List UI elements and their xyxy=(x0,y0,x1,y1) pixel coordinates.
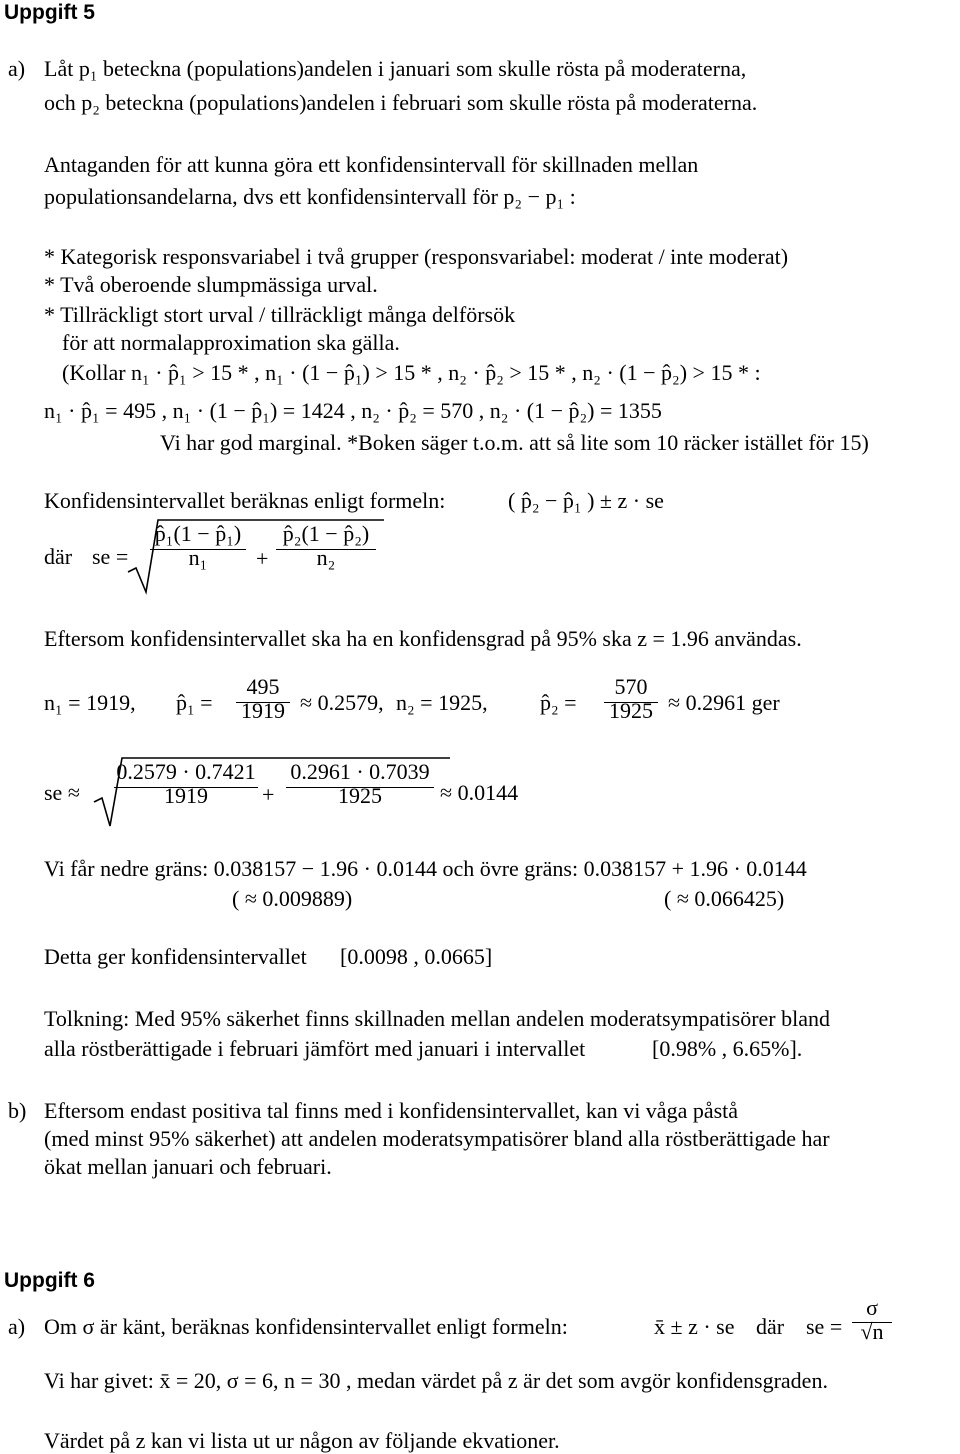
kollar-conditions: (Kollar n₁ · p̂₁ > 15 * , n₁ · (1 − p̂₁) > 15 * , n₂ · p̂₂ > 15 * , n₂ · (1 − p̂₂) > 15 * : xyxy=(62,360,761,385)
ci-formula: ( p̂₂ − p̂₁ ) ± z · se xyxy=(508,488,664,513)
formula-intro: Konfidensintervallet beräknas enligt formeln: xyxy=(44,488,446,513)
se-fraction-bar-1 xyxy=(150,549,246,550)
u6-a-formula: x̄ ± z · se xyxy=(654,1314,735,1339)
u6-a-dar: där xyxy=(756,1314,785,1339)
se-numeric-plus: + xyxy=(262,782,275,807)
detta-interval: [0.0098 , 0.0665] xyxy=(340,944,493,969)
bullet-oberoende: * Två oberoende slumpmässiga urval. xyxy=(44,272,378,297)
p2hat-value: ≈ 0.2961 ger xyxy=(668,690,780,715)
tolkning-line-2: alla röstberättigade i februari jämfört med januari i intervallet xyxy=(44,1036,586,1061)
text-antaganden-2: populationsandelarna, dvs ett konfidensintervall för p₂ − p₁ : xyxy=(44,184,576,209)
se-numeric-fraction-2 xyxy=(284,760,436,808)
p2hat-label: p̂₂ = xyxy=(540,690,577,715)
se-fraction-bar-2 xyxy=(276,549,376,550)
u6-sqrt-n: √n xyxy=(860,1319,884,1344)
bullet-tillrackligt-cont: för att normalapproximation ska gälla. xyxy=(62,330,400,355)
text-a-line-1: Låt p₁ beteckna (populations)andelen i januari som skulle rösta på moderaterna, xyxy=(44,56,747,81)
se-denominator-2: n₂ xyxy=(316,545,336,570)
part-b-label: b) xyxy=(8,1098,27,1123)
se-numeric-den-1: 1919 xyxy=(164,783,208,808)
se-numeric-fraction-1 xyxy=(114,760,258,808)
se-numeric-bar-1 xyxy=(114,787,258,788)
granser-text: Vi får nedre gräns: 0.038157 − 1.96 · 0.0144 och övre gräns: 0.038157 + 1.96 · 0.0144 xyxy=(44,856,807,881)
p1hat-value: ≈ 0.2579, xyxy=(300,690,384,715)
ovre-grans-value: ( ≈ 0.066425) xyxy=(664,886,785,911)
text-antaganden-1: Antaganden för att kunna göra ett konfidensintervall för skillnaden mellan xyxy=(44,152,699,177)
p2-denominator: 1925 xyxy=(609,698,653,723)
text-a-line-2: och p₂ beteckna (populations)andelen i februari som skulle rösta på moderaterna. xyxy=(44,90,758,115)
p1-fraction-bar xyxy=(236,702,290,703)
heading-uppgift-5: Uppgift 5 xyxy=(4,1,95,24)
se-numeric-num-1: 0.2579 · 0.7421 xyxy=(116,759,256,784)
se-numeric-result: ≈ 0.0144 xyxy=(440,780,519,805)
heading-uppgift-6: Uppgift 6 xyxy=(4,1269,95,1292)
u6-se-equals: se = xyxy=(806,1314,843,1339)
bullet-kategorisk: * Kategorisk responsvariabel i två grupper (responsvariabel: moderat / inte moderat) xyxy=(44,244,789,269)
nedre-grans-value: ( ≈ 0.009889) xyxy=(232,886,353,911)
text-b-line-2: (med minst 95% säkerhet) att andelen moderatsympatisörer bland alla röstberättigade har xyxy=(44,1126,830,1151)
bullet-tillrackligt: * Tillräckligt stort urval / tillräckligt många delförsök xyxy=(44,302,516,327)
text-b-line-1: Eftersom endast positiva tal finns med i konfidensintervallet, kan vi våga påstå xyxy=(44,1098,739,1123)
p1-denominator: 1919 xyxy=(241,698,285,723)
part-a-label: a) xyxy=(8,56,26,81)
p2-numerator: 570 xyxy=(614,674,648,699)
se-numerator-2: p̂₂(1 − p̂₂) xyxy=(282,521,370,546)
se-plus: + xyxy=(256,546,269,571)
tolkning-line-1: Tolkning: Med 95% säkerhet finns skillnaden mellan andelen moderatsympatisörer bland xyxy=(44,1006,830,1031)
p1hat-label: p̂₁ = xyxy=(176,690,213,715)
p1-numerator: 495 xyxy=(246,674,280,699)
n2-value: n₂ = 1925, xyxy=(396,690,488,715)
u6-a-text: Om σ är känt, beräknas konfidensintervallet enligt formeln: xyxy=(44,1314,568,1339)
u6-se-fraction xyxy=(850,1296,894,1344)
marginal-note: Vi har god marginal. *Boken säger t.o.m. att så lite som 10 räcker istället för 15) xyxy=(160,430,869,455)
dar-label: där xyxy=(44,544,73,569)
se-numeric-num-2: 0.2961 · 0.7039 xyxy=(290,759,430,784)
detta-text: Detta ger konfidensintervallet xyxy=(44,944,307,969)
se-approx-label: se ≈ xyxy=(44,780,80,805)
n1-value: n₁ = 1919, xyxy=(44,690,136,715)
p2-fraction-bar xyxy=(604,702,658,703)
kollar-values: n₁ · p̂₁ = 495 , n₁ · (1 − p̂₁) = 1424 , n₂ · p̂₂ = 570 , n₂ · (1 − p̂₂) = 1355 xyxy=(44,398,662,423)
u6-se-fraction-bar xyxy=(852,1322,892,1323)
se-numeric-den-2: 1925 xyxy=(338,783,382,808)
p1hat-fraction xyxy=(236,675,290,723)
u6-vardet: Värdet på z kan vi lista ut ur någon av följande ekvationer. xyxy=(44,1428,560,1453)
u6-sigma: σ xyxy=(866,1295,878,1320)
se-fraction-1 xyxy=(148,522,248,570)
se-denominator-1: n₁ xyxy=(188,545,208,570)
se-numeric-bar-2 xyxy=(286,787,434,788)
tolkning-interval: [0.98% , 6.65%]. xyxy=(652,1036,803,1061)
u6-givet: Vi har givet: x̄ = 20, σ = 6, n = 30 , medan värdet på z är det som avgör konfidensgraden. xyxy=(44,1368,828,1393)
se-fraction-2 xyxy=(274,522,378,570)
se-equals: se = xyxy=(92,544,129,569)
p2hat-fraction xyxy=(604,675,658,723)
se-numerator-1: p̂₁(1 − p̂₁) xyxy=(154,521,242,546)
u6-part-a-label: a) xyxy=(8,1314,26,1339)
text-b-line-3: ökat mellan januari och februari. xyxy=(44,1154,332,1179)
eftersom-z-text: Eftersom konfidensintervallet ska ha en konfidensgrad på 95% ska z = 1.96 användas. xyxy=(44,626,802,651)
